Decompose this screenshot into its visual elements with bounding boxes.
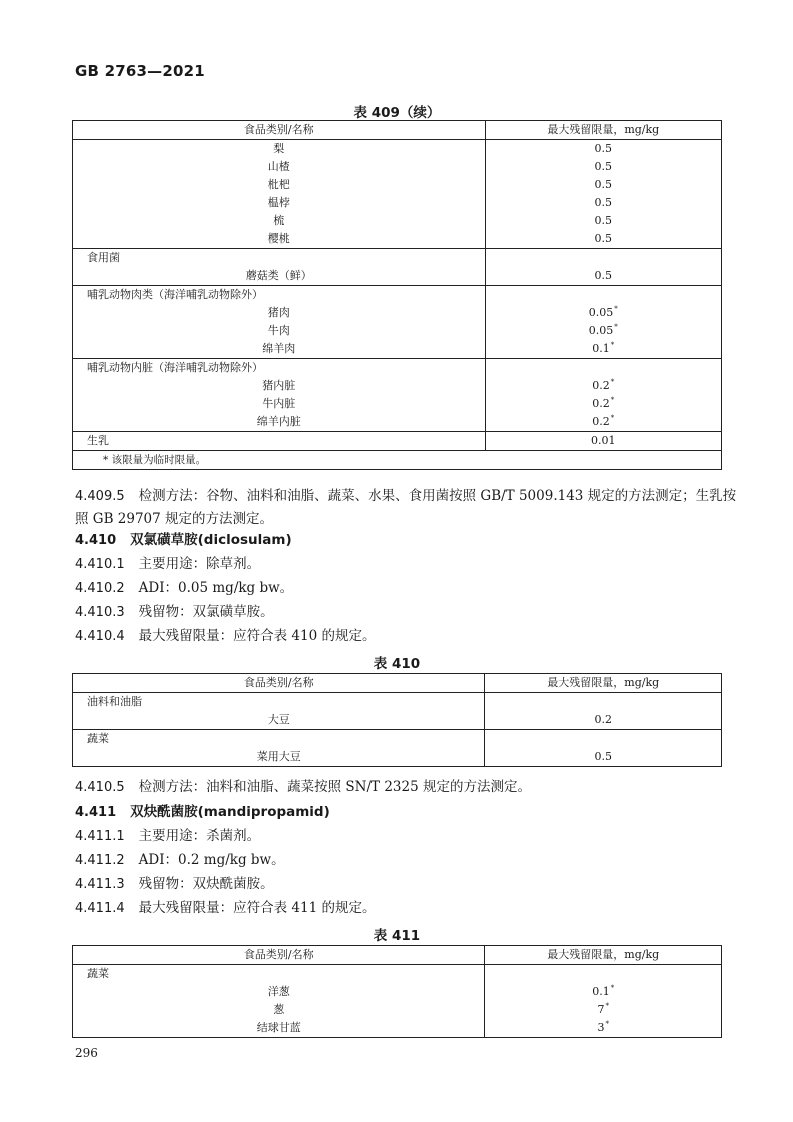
mrl-value-cell	[485, 304, 721, 322]
mrl-value: 0.5	[594, 214, 613, 227]
mrl-value: 3	[597, 1021, 605, 1034]
food-name-cell: 蔬菜	[73, 730, 485, 749]
mrl-value: 0.5	[594, 178, 613, 191]
mrl-value: 0.5	[594, 269, 613, 282]
table-409	[72, 120, 722, 470]
food-name-cell: 蘑菇类（鲜）	[73, 267, 486, 286]
mrl-value: 0.5	[594, 232, 613, 245]
food-name-cell: 大豆	[73, 711, 485, 730]
food-name-cell: 哺乳动物肉类（海洋哺乳动物除外）	[73, 286, 486, 305]
table-409-footnote: * 该限量为临时限量。	[73, 451, 722, 470]
temporary-limit-mark: *	[614, 323, 618, 331]
mrl-value-cell	[485, 693, 722, 712]
temporary-limit-mark: *	[610, 414, 615, 422]
mrl-value: 0.05	[588, 324, 614, 337]
food-name-cell: 葱	[73, 1001, 485, 1019]
food-name-cell: 梨	[73, 140, 486, 159]
col-header-food: 食品类别/名称	[73, 121, 486, 140]
mrl-value-cell	[485, 158, 721, 176]
temporary-limit-mark: *	[614, 305, 618, 313]
mrl-value: 0.2	[592, 397, 610, 410]
table-row	[73, 194, 722, 212]
table-row	[73, 711, 722, 730]
table-row	[73, 748, 722, 767]
mrl-value: 0.5	[594, 196, 613, 209]
food-name-cell: 猪肉	[73, 304, 486, 322]
para-4-411-3: 4.411.3 残留物：双炔酰菌胺。	[75, 876, 274, 892]
food-name-cell: 结球甘蓝	[73, 1019, 485, 1038]
table-row	[73, 395, 722, 413]
mrl-value-cell	[485, 359, 721, 378]
table-group-row	[73, 359, 722, 378]
mrl-value-cell	[485, 230, 721, 249]
table-row	[73, 304, 722, 322]
food-name-cell: 樱桃	[73, 230, 486, 249]
food-name-cell: 牛肉	[73, 322, 486, 340]
col-header-mrl: 最大残留限量，mg/kg	[485, 121, 721, 140]
table-group-row	[73, 693, 722, 712]
section-4-410-heading: 4.410 双氯磺草胺(diclosulam)	[75, 532, 292, 548]
para-4-410-4: 4.410.4 最大残留限量：应符合表 410 的规定。	[75, 628, 376, 644]
food-name-cell: 蔬菜	[73, 965, 485, 984]
mrl-value-cell	[485, 340, 721, 359]
mrl-value: 0.5	[594, 750, 612, 763]
temporary-limit-mark: *	[610, 378, 615, 386]
table-group-row	[73, 249, 722, 268]
mrl-value: 0.2	[592, 379, 610, 392]
table-411	[72, 945, 722, 1038]
food-name-cell: 猪内脏	[73, 377, 486, 395]
food-name-cell: 食用菌	[73, 249, 486, 268]
mrl-value-cell	[485, 140, 721, 159]
food-name-cell: 生乳	[73, 432, 486, 451]
food-name-cell: 油料和油脂	[73, 693, 485, 712]
table-row	[73, 267, 722, 286]
food-name-cell: 牛内脏	[73, 395, 486, 413]
mrl-value: 0.2	[592, 415, 610, 428]
table-409-caption: 表 409（续）	[353, 105, 441, 121]
mrl-value: 0.5	[594, 160, 613, 173]
mrl-value-cell	[485, 432, 721, 451]
table-group-row	[73, 965, 722, 984]
mrl-value-cell	[485, 322, 721, 340]
mrl-value-cell	[485, 395, 721, 413]
mrl-value-cell	[485, 730, 722, 749]
temporary-limit-mark: *	[605, 1020, 609, 1028]
table-411-caption: 表 411	[373, 928, 421, 944]
mrl-value: 0.1	[592, 985, 610, 998]
food-name-cell: 哺乳动物内脏（海洋哺乳动物除外）	[73, 359, 486, 378]
food-name-cell: 枇杷	[73, 176, 486, 194]
table-410	[72, 673, 722, 767]
page-number: 296	[75, 1046, 98, 1060]
food-name-cell: 菜用大豆	[73, 748, 485, 767]
mrl-value-cell	[485, 176, 721, 194]
col-header-food: 食品类别/名称	[73, 674, 485, 693]
food-name-cell: 绵羊肉	[73, 340, 486, 359]
mrl-value: 0.5	[594, 142, 613, 155]
temporary-limit-mark: *	[610, 341, 615, 349]
mrl-value-cell	[485, 212, 721, 230]
mrl-value-cell	[485, 965, 722, 984]
table-row	[73, 983, 722, 1001]
temporary-limit-mark: *	[610, 396, 615, 404]
mrl-value-cell	[485, 983, 722, 1001]
col-header-food: 食品类别/名称	[73, 946, 485, 965]
para-4-411-1: 4.411.1 主要用途：杀菌剂。	[75, 828, 261, 844]
food-name-cell: 山楂	[73, 158, 486, 176]
food-name-cell: 榅桲	[73, 194, 486, 212]
mrl-value-cell	[485, 267, 721, 286]
temporary-limit-mark: *	[610, 984, 615, 992]
mrl-value-cell	[485, 286, 721, 305]
mrl-value-cell	[485, 249, 721, 268]
table-410-caption: 表 410	[373, 656, 421, 672]
table-row	[73, 413, 722, 432]
mrl-value-cell	[485, 1019, 722, 1038]
para-4-411-4: 4.411.4 最大残留限量：应符合表 411 的规定。	[75, 900, 376, 916]
food-name-cell: 洋葱	[73, 983, 485, 1001]
food-name-cell: 绵羊内脏	[73, 413, 486, 432]
table-row	[73, 176, 722, 194]
para-4-410-2: 4.410.2 ADI：0.05 mg/kg bw。	[75, 580, 294, 596]
table-group-row	[73, 432, 722, 451]
table-row	[73, 340, 722, 359]
para-4-410-1: 4.410.1 主要用途：除草剂。	[75, 556, 261, 572]
mrl-value-cell	[485, 194, 721, 212]
table-group-row	[73, 730, 722, 749]
mrl-value: 0.01	[591, 434, 616, 447]
standard-header: GB 2763—2021	[75, 62, 205, 80]
col-header-mrl: 最大残留限量，mg/kg	[485, 946, 722, 965]
table-row	[73, 212, 722, 230]
mrl-value: 0.05	[588, 306, 614, 319]
table-row	[73, 322, 722, 340]
para-4-409-5: 4.409.5 检测方法：谷物、油料和油脂、蔬菜、水果、食用菌按照 GB/T 5009.143 规定的方法测定；生乳按 照 GB 29707 规定的方法测定。	[75, 488, 737, 527]
table-row	[73, 1019, 722, 1038]
temporary-limit-mark: *	[605, 1002, 609, 1010]
table-group-row	[73, 286, 722, 305]
section-4-411-heading: 4.411 双炔酰菌胺(mandipropamid)	[75, 804, 330, 820]
food-name-cell: 梳	[73, 212, 486, 230]
mrl-value: 0.2	[594, 713, 612, 726]
mrl-value-cell	[485, 748, 722, 767]
table-row	[73, 158, 722, 176]
mrl-value: 7	[597, 1003, 605, 1016]
mrl-value-cell	[485, 711, 722, 730]
table-row	[73, 140, 722, 159]
para-4-411-2: 4.411.2 ADI：0.2 mg/kg bw。	[75, 852, 285, 868]
para-4-410-3: 4.410.3 残留物：双氯磺草胺。	[75, 604, 274, 620]
para-4-410-5: 4.410.5 检测方法：油料和油脂、蔬菜按照 SN/T 2325 规定的方法测定。	[75, 779, 531, 795]
table-row	[73, 230, 722, 249]
table-row	[73, 377, 722, 395]
col-header-mrl: 最大残留限量，mg/kg	[485, 674, 722, 693]
mrl-value: 0.1	[592, 342, 610, 355]
mrl-value-cell	[485, 377, 721, 395]
mrl-value-cell	[485, 413, 721, 432]
mrl-value-cell	[485, 1001, 722, 1019]
table-row	[73, 1001, 722, 1019]
